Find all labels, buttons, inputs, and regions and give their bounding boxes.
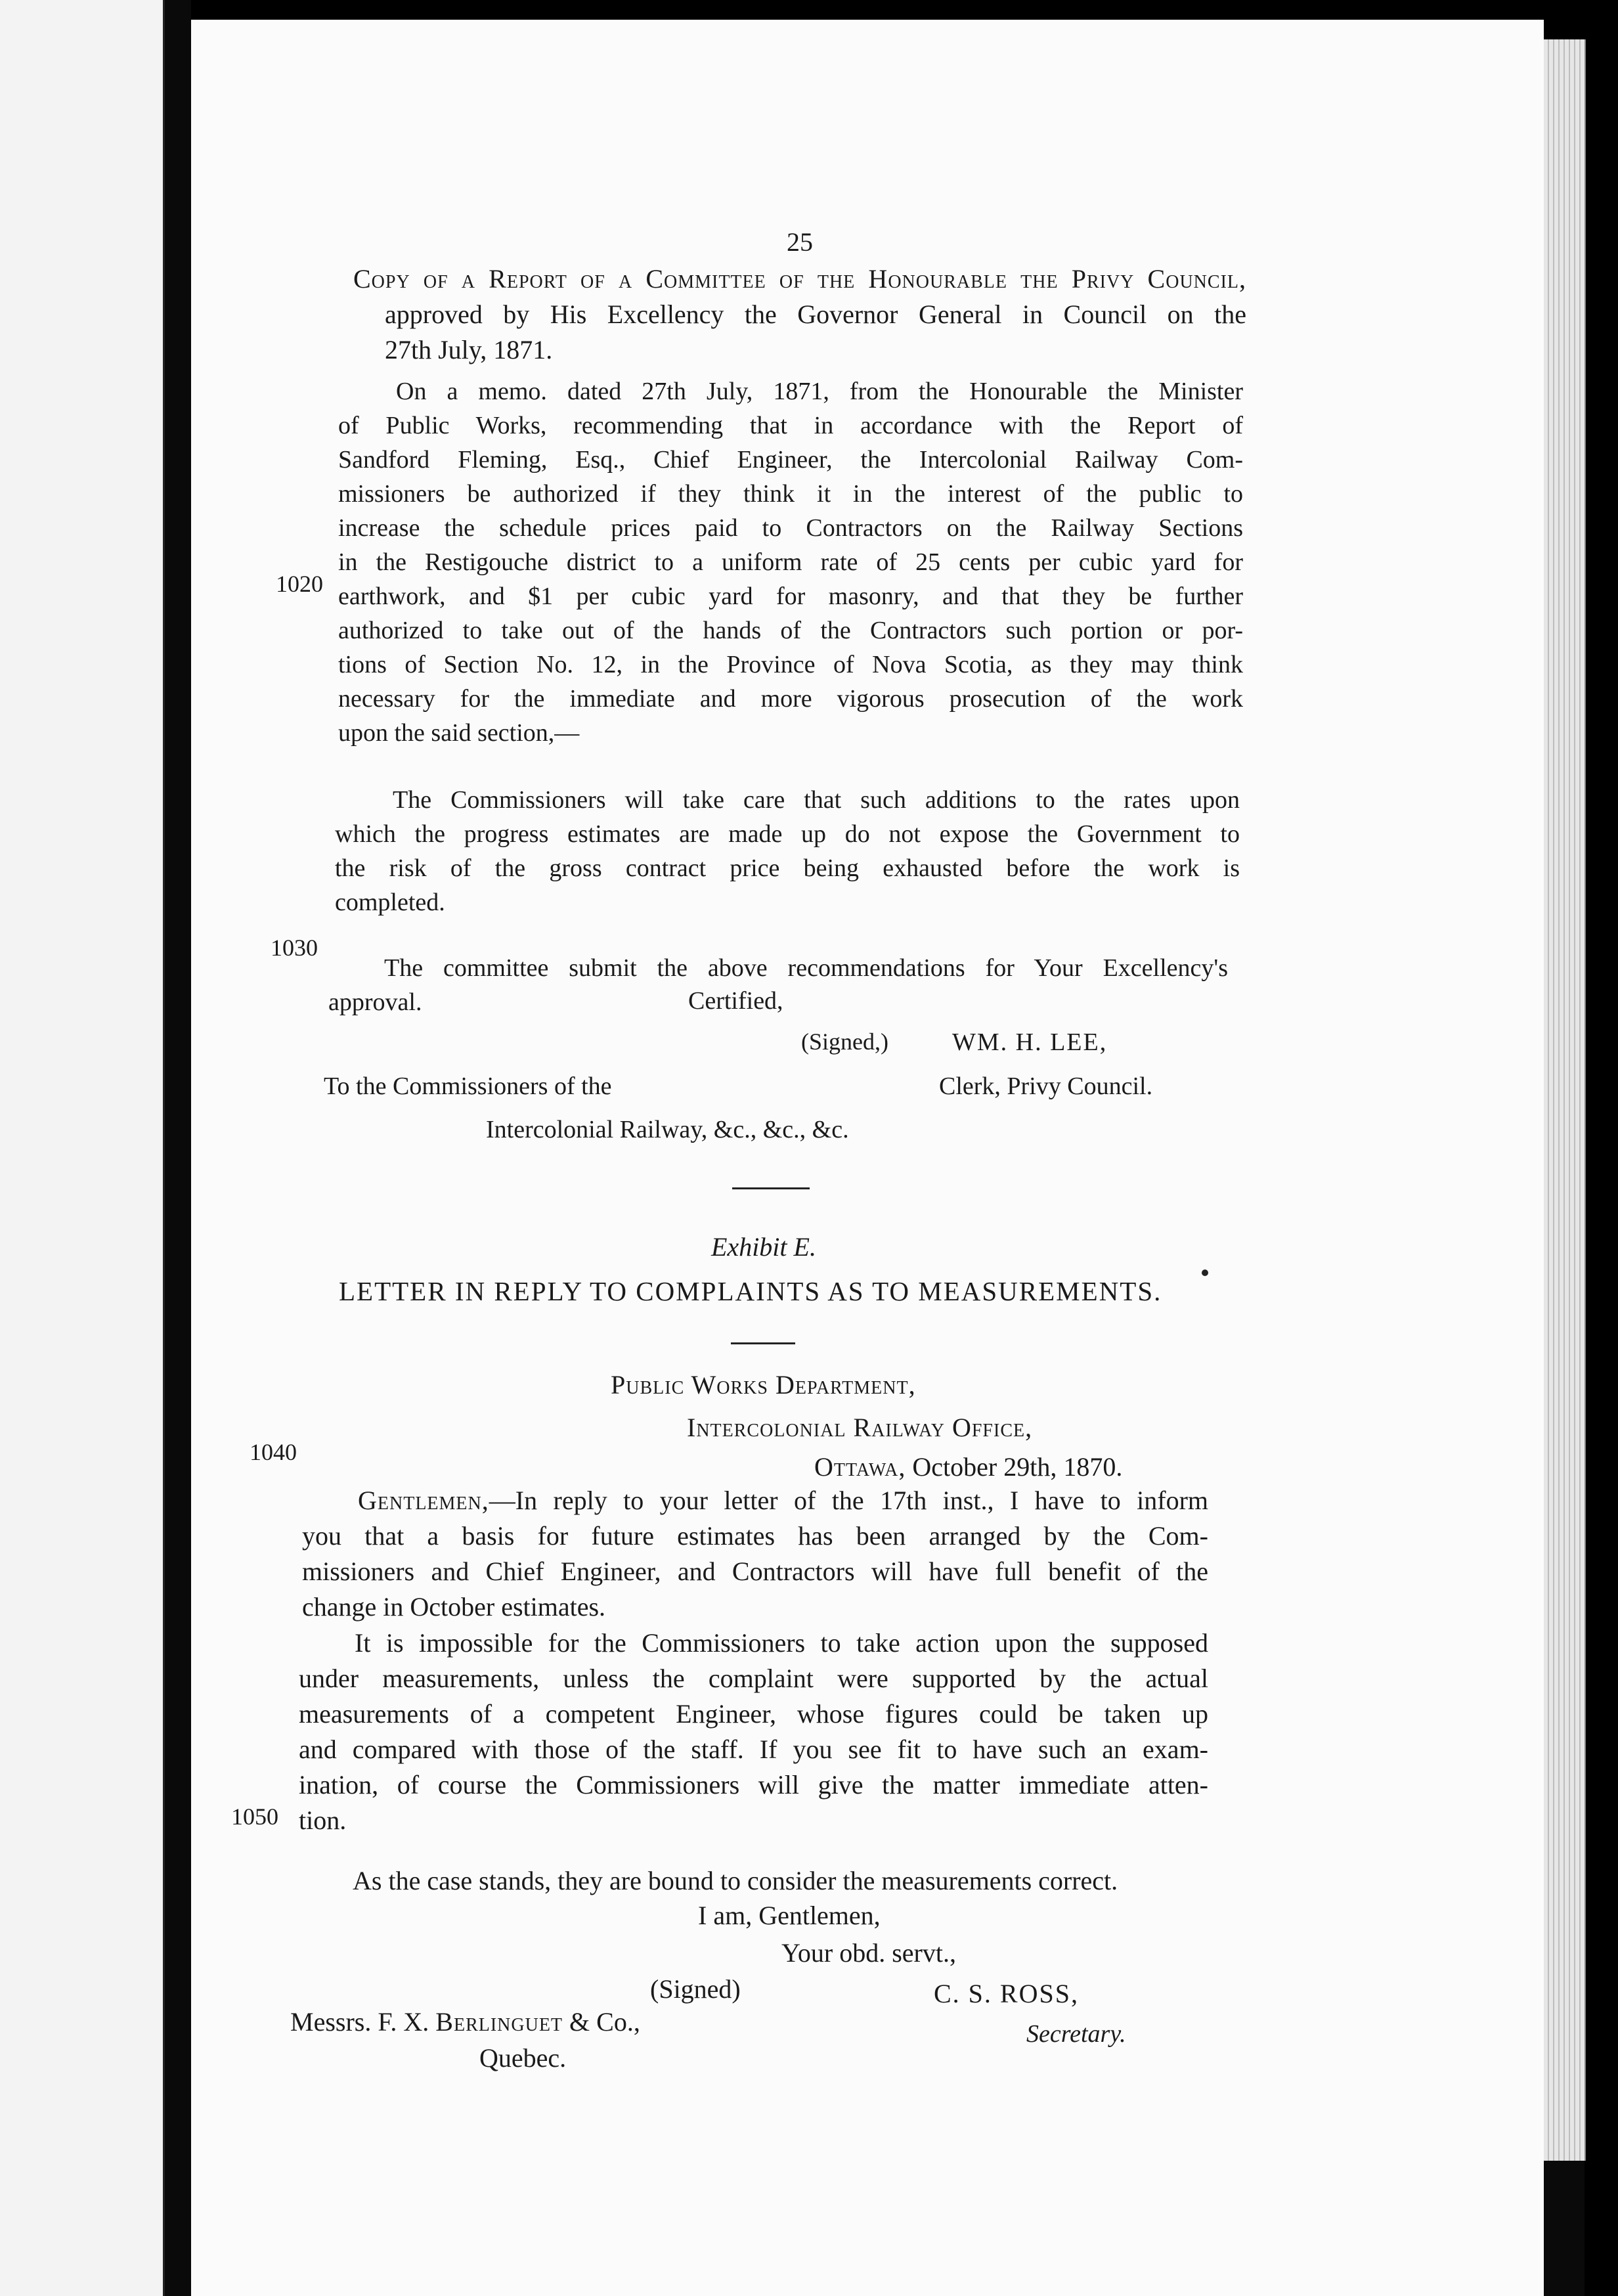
book-gutter xyxy=(165,0,191,2296)
signed-label: (Signed,) xyxy=(801,1028,888,1055)
text-line: missioners and Chief Engineer, and Contractors will have full benefit of the xyxy=(302,1556,1208,1586)
page-number: 25 xyxy=(787,227,813,257)
department-line-1: Public Works Department, xyxy=(611,1370,916,1400)
text-line: completed. xyxy=(335,889,445,916)
title-line: Copy of a Report of a Committee of the Honourable the Privy Council, xyxy=(353,264,1246,294)
text-line: increase the schedule prices paid to Contractors on the Railway Sections xyxy=(338,514,1243,542)
text-line: which the progress estimates are made up do not expose the Government to xyxy=(335,820,1240,848)
letter-dateline xyxy=(814,1451,1122,1482)
text-line: tion. xyxy=(299,1805,347,1835)
recipient-prefix: Messrs. F. X. xyxy=(290,2007,429,2037)
text-line: tions of Section No. 12, in the Province of Nova Scotia, as they may think xyxy=(338,651,1243,678)
signatory-title: Clerk, Privy Council. xyxy=(939,1072,1153,1100)
text-line: ination, of course the Commissioners will give the matter immediate atten- xyxy=(299,1770,1208,1799)
text-line: The Commissioners will take care that such additions to the rates upon xyxy=(393,786,1240,814)
text-line: change in October estimates. xyxy=(302,1592,606,1622)
page-stack-shadow xyxy=(1544,2161,1585,2296)
text-line: It is impossible for the Commissioners to take action upon the supposed xyxy=(355,1628,1208,1658)
text-line: Sandford Fleming, Esq., Chief Engineer, the Intercolonial Railway Com- xyxy=(338,446,1243,474)
text-line: On a memo. dated 27th July, 1871, from the Honourable the Minister xyxy=(396,378,1243,405)
signatory-title: Secretary. xyxy=(1026,2020,1126,2048)
department-line-2: Intercolonial Railway Office, xyxy=(687,1413,1033,1442)
closing-line-2: Your obd. servt., xyxy=(781,1938,956,1968)
text-line: of Public Works, recommending that in accordance with the Report of xyxy=(338,412,1243,439)
report-paragraph-2 xyxy=(335,783,1240,919)
signed-label: (Signed) xyxy=(650,1974,741,2004)
text-line: authorized to take out of the hands of the Contractors such portion or por- xyxy=(338,617,1243,644)
recipient-city: Quebec. xyxy=(479,2043,567,2073)
signatory-name: C. S. ROSS, xyxy=(934,1979,1079,2008)
salutation: Gentlemen, xyxy=(358,1486,489,1515)
recipient-suffix: & Co., xyxy=(569,2007,640,2037)
closing-line-1: I am, Gentlemen, xyxy=(698,1901,881,1930)
text-line: the risk of the gross contract price being exhausted before the work is xyxy=(335,854,1240,882)
letter-paragraph-2 xyxy=(299,1625,1208,1838)
line-number: 1050 xyxy=(231,1803,278,1830)
text-line: earthwork, and $1 per cubic yard for masonry, and that they be further xyxy=(338,583,1243,610)
section-divider xyxy=(732,1187,810,1189)
certified-label: Certified, xyxy=(688,987,783,1015)
letter-paragraph-3: As the case stands, they are bound to consider the measurements correct. xyxy=(353,1866,1118,1895)
addressee-line-2: Intercolonial Railway, &c., &c., &c. xyxy=(486,1116,849,1143)
date-label: October 29th, 1870. xyxy=(912,1452,1123,1482)
recipient-name: Berlinguet xyxy=(435,2007,563,2037)
text-line: necessary for the immediate and more vigorous prosecution of the work xyxy=(338,685,1243,713)
line-number: 1020 xyxy=(276,571,323,597)
title-line: 27th July, 1871. xyxy=(385,335,553,364)
text-line: you that a basis for future estimates has been arranged by the Com- xyxy=(302,1521,1208,1551)
text-line: under measurements, unless the complaint were supported by the actual xyxy=(299,1664,1208,1693)
text-line: and compared with those of the staff. If you see fit to have such an exam- xyxy=(299,1734,1208,1764)
signatory-name: WM. H. LEE, xyxy=(952,1028,1108,1056)
report-paragraph-1 xyxy=(338,374,1243,750)
report-title xyxy=(353,261,1246,368)
text-line: measurements of a competent Engineer, whose figures could be taken up xyxy=(299,1699,1208,1729)
recipient-line xyxy=(290,2006,640,2037)
text-line: upon the said section,— xyxy=(338,719,580,747)
exhibit-label: Exhibit E. xyxy=(711,1232,816,1262)
section-divider xyxy=(731,1342,795,1344)
addressee-line-1: To the Commissioners of the xyxy=(324,1072,612,1100)
text-line: The committee submit the above recommendations for Your Excellency's xyxy=(384,954,1228,982)
line-number: 1030 xyxy=(271,935,318,961)
exhibit-heading: LETTER IN REPLY TO COMPLAINTS AS TO MEASUREMENTS. xyxy=(339,1276,1162,1306)
ink-speck xyxy=(1202,1269,1208,1276)
letter-paragraph-1 xyxy=(302,1483,1208,1625)
text-run: —In reply to your letter of the 17th inst., I have to inform xyxy=(489,1486,1208,1515)
place-label: Ottawa, xyxy=(814,1452,906,1482)
title-line: approved by His Excellency the Governor General in Council on the xyxy=(385,299,1246,329)
facing-page-edge xyxy=(0,0,165,2296)
page-stack-edge xyxy=(1544,39,1586,2161)
text-line: approval. xyxy=(328,988,422,1016)
text-line: in the Restigouche district to a uniform rate of 25 cents per cubic yard for xyxy=(338,548,1243,576)
line-number: 1040 xyxy=(250,1439,297,1465)
text-line: missioners be authorized if they think it in the interest of the public to xyxy=(338,480,1243,508)
text-line xyxy=(302,1483,1208,1518)
